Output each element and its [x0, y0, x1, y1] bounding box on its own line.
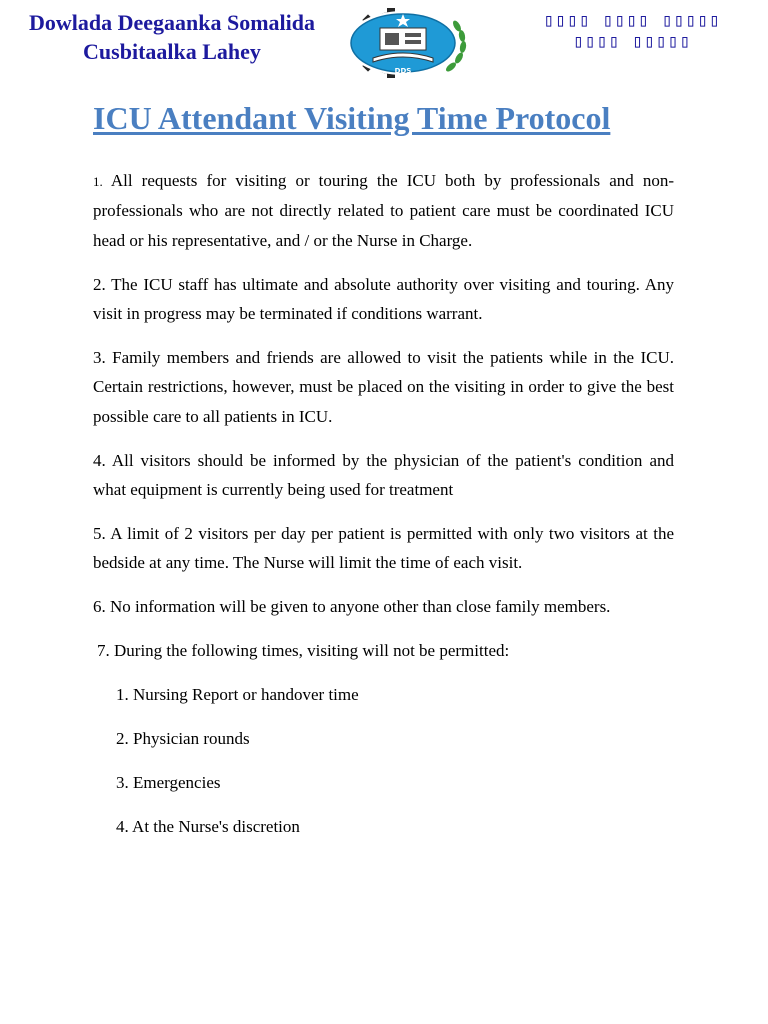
org-name-amharic-line2: ▯▯▯▯ ▯▯▯▯▯: [572, 31, 692, 52]
protocol-paragraph-1: [93, 166, 674, 255]
protocol-paragraph-7: 7. During the following times, visiting will not be permitted:: [97, 641, 510, 661]
protocol-paragraph-3: 3. Family members and friends are allowed to visit the patients while in the ICU. Certain restrictions, however, must be placed on the visiting in order to give the best possible care to all patients in ICU.: [93, 348, 674, 426]
org-name-line1: Dowlada Deegaanka Somalida: [28, 10, 316, 35]
org-name-amharic-block: [532, 10, 732, 52]
list-item: 3. Emergencies: [116, 773, 221, 792]
paragraph-text: All requests for visiting or touring the ICU both by professionals and non-professionals who are not directly related to patient care must be coordinated ICU head or his representative, and / or the Nurse in Charge.: [93, 171, 674, 250]
list-item: 1. Nursing Report or handover time: [116, 685, 359, 705]
list-item: 2. Physician rounds: [116, 729, 250, 749]
protocol-paragraph-5: 5. A limit of 2 visitors per day per patient is permitted with only two visitors at the bedside at any time. The Nurse will limit the time of each visit.: [93, 524, 674, 573]
org-name-block: [14, 8, 330, 66]
paragraph-number: 1.: [93, 174, 103, 189]
page-title: ICU Attendant Visiting Time Protocol: [93, 100, 611, 136]
org-name-amharic-line1: ▯▯▯▯ ▯▯▯▯ ▯▯▯▯▯: [543, 10, 721, 31]
protocol-paragraph-4: 4. All visitors should be informed by the physician of the patient's condition and what equipment is currently being used for treatment: [93, 450, 674, 500]
org-name-line2: Cusbitaalka Lahey: [83, 39, 261, 64]
protocol-body: [93, 166, 674, 856]
list-item: 4. At the Nurse's discretion: [116, 816, 300, 836]
logo-text: DDS: [394, 67, 412, 75]
protocol-paragraph-2: 2. The ICU staff has ultimate and absolute authority over visiting and touring. Any visit in progress may be terminated if conditions warrant.: [93, 274, 674, 324]
restricted-times-list: [93, 680, 674, 841]
protocol-paragraph-6: 6. No information will be given to anyone other than close family members.: [93, 597, 611, 617]
hospital-logo-icon: [333, 6, 473, 80]
building-icon: [373, 28, 433, 62]
